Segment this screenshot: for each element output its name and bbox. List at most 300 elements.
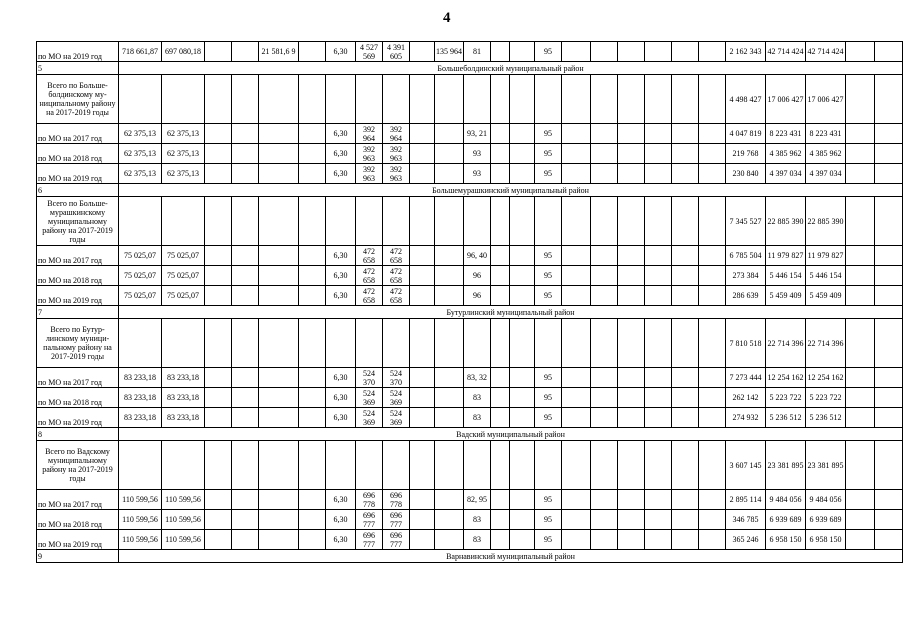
table-row — [37, 62, 903, 75]
table-cell — [591, 530, 618, 550]
table-cell: 346 785 — [726, 510, 766, 530]
section-number: 6 — [37, 184, 119, 197]
table-cell — [510, 510, 535, 530]
table-cell — [205, 197, 232, 246]
table-cell: 718 661,87 — [119, 42, 162, 62]
table-cell — [562, 319, 591, 368]
table-cell — [299, 197, 326, 246]
table-cell — [491, 510, 510, 530]
table-cell — [259, 408, 299, 428]
table-cell — [645, 197, 672, 246]
table-cell — [232, 144, 259, 164]
table-cell: 472 658 — [356, 266, 383, 286]
table-cell — [591, 246, 618, 266]
table-cell — [618, 75, 645, 124]
table-cell — [846, 197, 875, 246]
table-cell — [435, 197, 464, 246]
table-cell — [591, 164, 618, 184]
table-cell — [591, 197, 618, 246]
table-cell: 696 777 — [383, 530, 410, 550]
row-label: по МО на 2018 год — [37, 144, 119, 164]
row-label: по МО на 2017 год — [37, 246, 119, 266]
table-cell — [672, 124, 699, 144]
table-cell — [491, 490, 510, 510]
table-cell — [562, 286, 591, 306]
table-cell — [510, 124, 535, 144]
table-cell — [699, 319, 726, 368]
table-cell: 274 932 — [726, 408, 766, 428]
table-cell — [846, 530, 875, 550]
table-cell — [205, 441, 232, 490]
table-cell — [699, 164, 726, 184]
table-cell — [591, 42, 618, 62]
table-cell — [232, 530, 259, 550]
table-cell — [326, 319, 356, 368]
table-cell — [299, 319, 326, 368]
table-cell: 4 498 427 — [726, 75, 766, 124]
table-cell: 4 397 034 — [766, 164, 806, 184]
section-title: Вадский муниципальный район — [119, 428, 903, 441]
table-cell: 12 254 162 — [806, 368, 846, 388]
table-cell — [491, 388, 510, 408]
table-cell — [591, 388, 618, 408]
table-cell: 95 — [535, 408, 562, 428]
table-row — [37, 530, 903, 550]
table-cell — [162, 441, 205, 490]
table-cell — [562, 368, 591, 388]
table-cell: 42 714 424 — [806, 42, 846, 62]
table-cell — [510, 164, 535, 184]
table-cell — [491, 530, 510, 550]
table-cell — [259, 246, 299, 266]
table-cell — [232, 42, 259, 62]
row-label: по МО на 2019 год — [37, 408, 119, 428]
table-cell: 4 391 605 — [383, 42, 410, 62]
table-cell: 5 236 512 — [766, 408, 806, 428]
table-cell — [562, 124, 591, 144]
table-cell — [435, 490, 464, 510]
table-cell — [875, 164, 903, 184]
table-cell: 83 — [464, 530, 491, 550]
table-cell — [591, 490, 618, 510]
table-cell: 75 025,07 — [119, 246, 162, 266]
table-cell — [435, 164, 464, 184]
table-cell — [562, 408, 591, 428]
table-cell — [699, 490, 726, 510]
table-row — [37, 388, 903, 408]
table-cell: 62 375,13 — [119, 144, 162, 164]
table-cell: 6 939 689 — [806, 510, 846, 530]
table-cell — [846, 286, 875, 306]
table-cell — [562, 164, 591, 184]
table-cell — [875, 510, 903, 530]
table-cell: 62 375,13 — [119, 164, 162, 184]
table-cell — [205, 286, 232, 306]
row-label: по МО на 2019 год — [37, 286, 119, 306]
table-cell: 262 142 — [726, 388, 766, 408]
table-cell — [491, 408, 510, 428]
table-cell — [383, 319, 410, 368]
table-cell: 524 369 — [383, 388, 410, 408]
table-cell: 6,30 — [326, 530, 356, 550]
table-cell — [259, 75, 299, 124]
table-cell: 6 939 689 — [766, 510, 806, 530]
table-cell — [699, 286, 726, 306]
table-cell — [645, 441, 672, 490]
table-cell: 22 885 390 — [806, 197, 846, 246]
table-cell — [491, 197, 510, 246]
table-cell — [410, 197, 435, 246]
table-cell — [383, 75, 410, 124]
table-cell — [699, 124, 726, 144]
table-cell — [510, 246, 535, 266]
page-number: 4 — [443, 10, 451, 26]
table-cell — [299, 42, 326, 62]
table-cell: 83 — [464, 510, 491, 530]
table-cell: 524 370 — [356, 368, 383, 388]
row-label: по МО на 2019 год — [37, 530, 119, 550]
table-cell — [491, 164, 510, 184]
table-cell — [259, 124, 299, 144]
table-cell: 392 964 — [383, 124, 410, 144]
table-cell: 21 581,6 9 — [259, 42, 299, 62]
table-cell: 110 599,56 — [162, 530, 205, 550]
table-cell — [326, 441, 356, 490]
table-cell — [699, 368, 726, 388]
table-cell — [410, 441, 435, 490]
table-cell — [699, 441, 726, 490]
table-row — [37, 306, 903, 319]
table-cell: 230 840 — [726, 164, 766, 184]
table-cell — [699, 197, 726, 246]
table-cell: 392 963 — [383, 164, 410, 184]
table-cell — [699, 266, 726, 286]
table-cell — [435, 75, 464, 124]
table-cell: 9 484 056 — [806, 490, 846, 510]
section-title: Большеболдинский муниципальный район — [119, 62, 903, 75]
table-cell — [645, 286, 672, 306]
table-cell — [510, 144, 535, 164]
table-cell — [259, 388, 299, 408]
table-cell — [875, 197, 903, 246]
table-cell — [562, 530, 591, 550]
table-row — [37, 490, 903, 510]
table-cell — [119, 197, 162, 246]
table-cell: 75 025,07 — [119, 266, 162, 286]
section-number: 9 — [37, 550, 119, 563]
table-cell — [232, 408, 259, 428]
table-cell — [232, 490, 259, 510]
table-cell — [435, 510, 464, 530]
table-cell — [591, 286, 618, 306]
table-cell — [846, 388, 875, 408]
table-cell — [591, 319, 618, 368]
table-cell: 219 768 — [726, 144, 766, 164]
table-cell — [591, 408, 618, 428]
table-cell — [535, 197, 562, 246]
table-cell: 75 025,07 — [119, 286, 162, 306]
table-cell — [232, 388, 259, 408]
table-cell — [535, 75, 562, 124]
table-cell — [645, 490, 672, 510]
table-cell — [618, 490, 645, 510]
table-cell: 11 979 827 — [806, 246, 846, 266]
table-cell — [875, 144, 903, 164]
table-cell — [435, 319, 464, 368]
table-cell — [645, 75, 672, 124]
table-cell — [618, 266, 645, 286]
table-cell: 392 963 — [356, 164, 383, 184]
table-cell: 83 — [464, 388, 491, 408]
table-cell — [435, 286, 464, 306]
table-cell: 83 — [464, 408, 491, 428]
table-cell: 472 658 — [356, 286, 383, 306]
table-cell — [672, 266, 699, 286]
table-cell — [846, 266, 875, 286]
table-cell — [299, 246, 326, 266]
table-cell: 95 — [535, 490, 562, 510]
table-cell: 93 — [464, 164, 491, 184]
table-cell — [875, 246, 903, 266]
table-cell: 365 246 — [726, 530, 766, 550]
table-cell — [618, 286, 645, 306]
table-cell: 81 — [464, 42, 491, 62]
table-cell: 6,30 — [326, 368, 356, 388]
table-cell: 4 385 962 — [806, 144, 846, 164]
table-cell: 83 233,18 — [162, 388, 205, 408]
table-cell: 6,30 — [326, 124, 356, 144]
table-cell: 472 658 — [383, 266, 410, 286]
table-cell: 696 777 — [383, 510, 410, 530]
table-cell — [672, 197, 699, 246]
row-label: по МО на 2017 год — [37, 368, 119, 388]
table-cell — [699, 388, 726, 408]
table-cell — [232, 124, 259, 144]
table-cell: 6,30 — [326, 286, 356, 306]
table-cell: 2 162 343 — [726, 42, 766, 62]
table-cell — [618, 246, 645, 266]
table-cell — [259, 197, 299, 246]
section-title: Бутурлинский муниципальный район — [119, 306, 903, 319]
table-cell — [410, 246, 435, 266]
table-cell — [672, 75, 699, 124]
table-cell — [205, 530, 232, 550]
table-cell — [875, 530, 903, 550]
table-cell: 5 223 722 — [806, 388, 846, 408]
table-cell — [699, 144, 726, 164]
table-row — [37, 510, 903, 530]
table-cell — [491, 368, 510, 388]
table-cell — [846, 144, 875, 164]
table-cell — [672, 144, 699, 164]
table-cell — [162, 75, 205, 124]
table-cell — [205, 42, 232, 62]
table-cell — [535, 441, 562, 490]
table-cell: 6,30 — [326, 164, 356, 184]
table-cell — [645, 42, 672, 62]
table-cell — [672, 319, 699, 368]
table-cell: 110 599,56 — [119, 490, 162, 510]
table-row — [37, 368, 903, 388]
table-cell: 23 381 895 — [806, 441, 846, 490]
table-cell — [410, 266, 435, 286]
row-label: Всего по Больше-болдинскому му-ниципальному району на 2017-2019 годы — [37, 75, 119, 124]
table-cell: 2 895 114 — [726, 490, 766, 510]
table-cell: 392 963 — [356, 144, 383, 164]
table-cell: 696 778 — [383, 490, 410, 510]
table-cell — [162, 319, 205, 368]
table-cell — [645, 144, 672, 164]
table-cell — [562, 441, 591, 490]
table-cell — [259, 164, 299, 184]
table-cell: 7 345 527 — [726, 197, 766, 246]
table-cell: 23 381 895 — [766, 441, 806, 490]
table-cell — [232, 319, 259, 368]
table-row — [37, 550, 903, 563]
table-cell — [510, 368, 535, 388]
table-cell — [618, 124, 645, 144]
table-cell: 62 375,13 — [162, 164, 205, 184]
table-cell — [875, 75, 903, 124]
table-cell: 11 979 827 — [766, 246, 806, 266]
table-cell — [846, 246, 875, 266]
table-cell — [119, 441, 162, 490]
table-cell — [205, 388, 232, 408]
table-cell — [618, 530, 645, 550]
table-cell — [645, 266, 672, 286]
table-cell — [232, 441, 259, 490]
table-cell: 93 — [464, 144, 491, 164]
table-cell — [846, 490, 875, 510]
data-table — [36, 41, 903, 563]
table-cell: 5 223 722 — [766, 388, 806, 408]
table-row — [37, 164, 903, 184]
table-cell: 6 785 504 — [726, 246, 766, 266]
table-cell — [205, 164, 232, 184]
table-cell — [435, 246, 464, 266]
table-cell — [672, 368, 699, 388]
section-number: 7 — [37, 306, 119, 319]
table-cell — [299, 144, 326, 164]
table-cell — [232, 75, 259, 124]
table-cell — [205, 368, 232, 388]
row-label: по МО на 2017 год — [37, 490, 119, 510]
table-cell — [672, 164, 699, 184]
table-cell — [645, 530, 672, 550]
row-label: Всего по Больше-мурашкинскому муниципальному району на 2017-2019 годы — [37, 197, 119, 246]
table-cell — [645, 164, 672, 184]
table-row — [37, 75, 903, 124]
row-label: Всего по Бутур-линскому муници-пальному району на 2017-2019 годы — [37, 319, 119, 368]
table-cell: 95 — [535, 388, 562, 408]
table-cell: 83 233,18 — [119, 388, 162, 408]
table-cell — [510, 42, 535, 62]
table-cell: 696 777 — [356, 510, 383, 530]
table-cell — [645, 408, 672, 428]
table-cell — [205, 124, 232, 144]
table-cell — [618, 144, 645, 164]
table-cell: 135 964 — [435, 42, 464, 62]
table-cell — [259, 441, 299, 490]
table-row — [37, 319, 903, 368]
table-cell: 9 484 056 — [766, 490, 806, 510]
table-cell: 6,30 — [326, 266, 356, 286]
table-cell — [205, 408, 232, 428]
table-cell — [299, 286, 326, 306]
table-cell — [205, 319, 232, 368]
table-cell: 62 375,13 — [119, 124, 162, 144]
table-cell — [618, 441, 645, 490]
table-cell: 62 375,13 — [162, 144, 205, 164]
table-cell: 17 006 427 — [766, 75, 806, 124]
table-cell — [259, 368, 299, 388]
table-cell — [491, 124, 510, 144]
table-cell: 83 233,18 — [162, 408, 205, 428]
table-cell: 5 459 409 — [766, 286, 806, 306]
table-cell — [699, 530, 726, 550]
table-row — [37, 266, 903, 286]
table-cell: 524 369 — [383, 408, 410, 428]
table-cell — [410, 286, 435, 306]
table-cell — [299, 266, 326, 286]
table-cell: 392 963 — [383, 144, 410, 164]
table-cell — [672, 441, 699, 490]
table-cell — [205, 510, 232, 530]
table-cell: 696 778 — [356, 490, 383, 510]
table-cell — [491, 319, 510, 368]
table-cell: 62 375,13 — [162, 124, 205, 144]
table-cell — [672, 388, 699, 408]
table-cell — [618, 164, 645, 184]
table-cell — [618, 197, 645, 246]
table-cell: 6,30 — [326, 246, 356, 266]
table-cell: 110 599,56 — [162, 490, 205, 510]
table-cell — [205, 144, 232, 164]
table-cell: 95 — [535, 246, 562, 266]
table-cell — [232, 286, 259, 306]
table-cell — [464, 75, 491, 124]
table-cell — [383, 197, 410, 246]
table-cell — [259, 510, 299, 530]
table-cell — [435, 124, 464, 144]
table-cell: 8 223 431 — [766, 124, 806, 144]
row-label: по МО на 2019 год — [37, 164, 119, 184]
table-cell — [326, 197, 356, 246]
table-cell — [435, 368, 464, 388]
table-cell: 83 233,18 — [119, 368, 162, 388]
table-cell: 4 527 569 — [356, 42, 383, 62]
table-cell: 6 958 150 — [766, 530, 806, 550]
table-cell — [232, 164, 259, 184]
table-cell: 83, 32 — [464, 368, 491, 388]
table-cell — [645, 510, 672, 530]
table-cell: 6,30 — [326, 510, 356, 530]
table-cell — [410, 408, 435, 428]
table-row — [37, 42, 903, 62]
table-cell: 93, 21 — [464, 124, 491, 144]
table-cell — [875, 266, 903, 286]
table-cell — [645, 388, 672, 408]
table-cell — [259, 266, 299, 286]
table-cell — [618, 388, 645, 408]
table-cell — [562, 246, 591, 266]
table-cell — [464, 197, 491, 246]
table-cell — [510, 490, 535, 510]
table-cell — [846, 75, 875, 124]
table-cell — [591, 144, 618, 164]
table-cell — [410, 144, 435, 164]
table-cell — [510, 286, 535, 306]
